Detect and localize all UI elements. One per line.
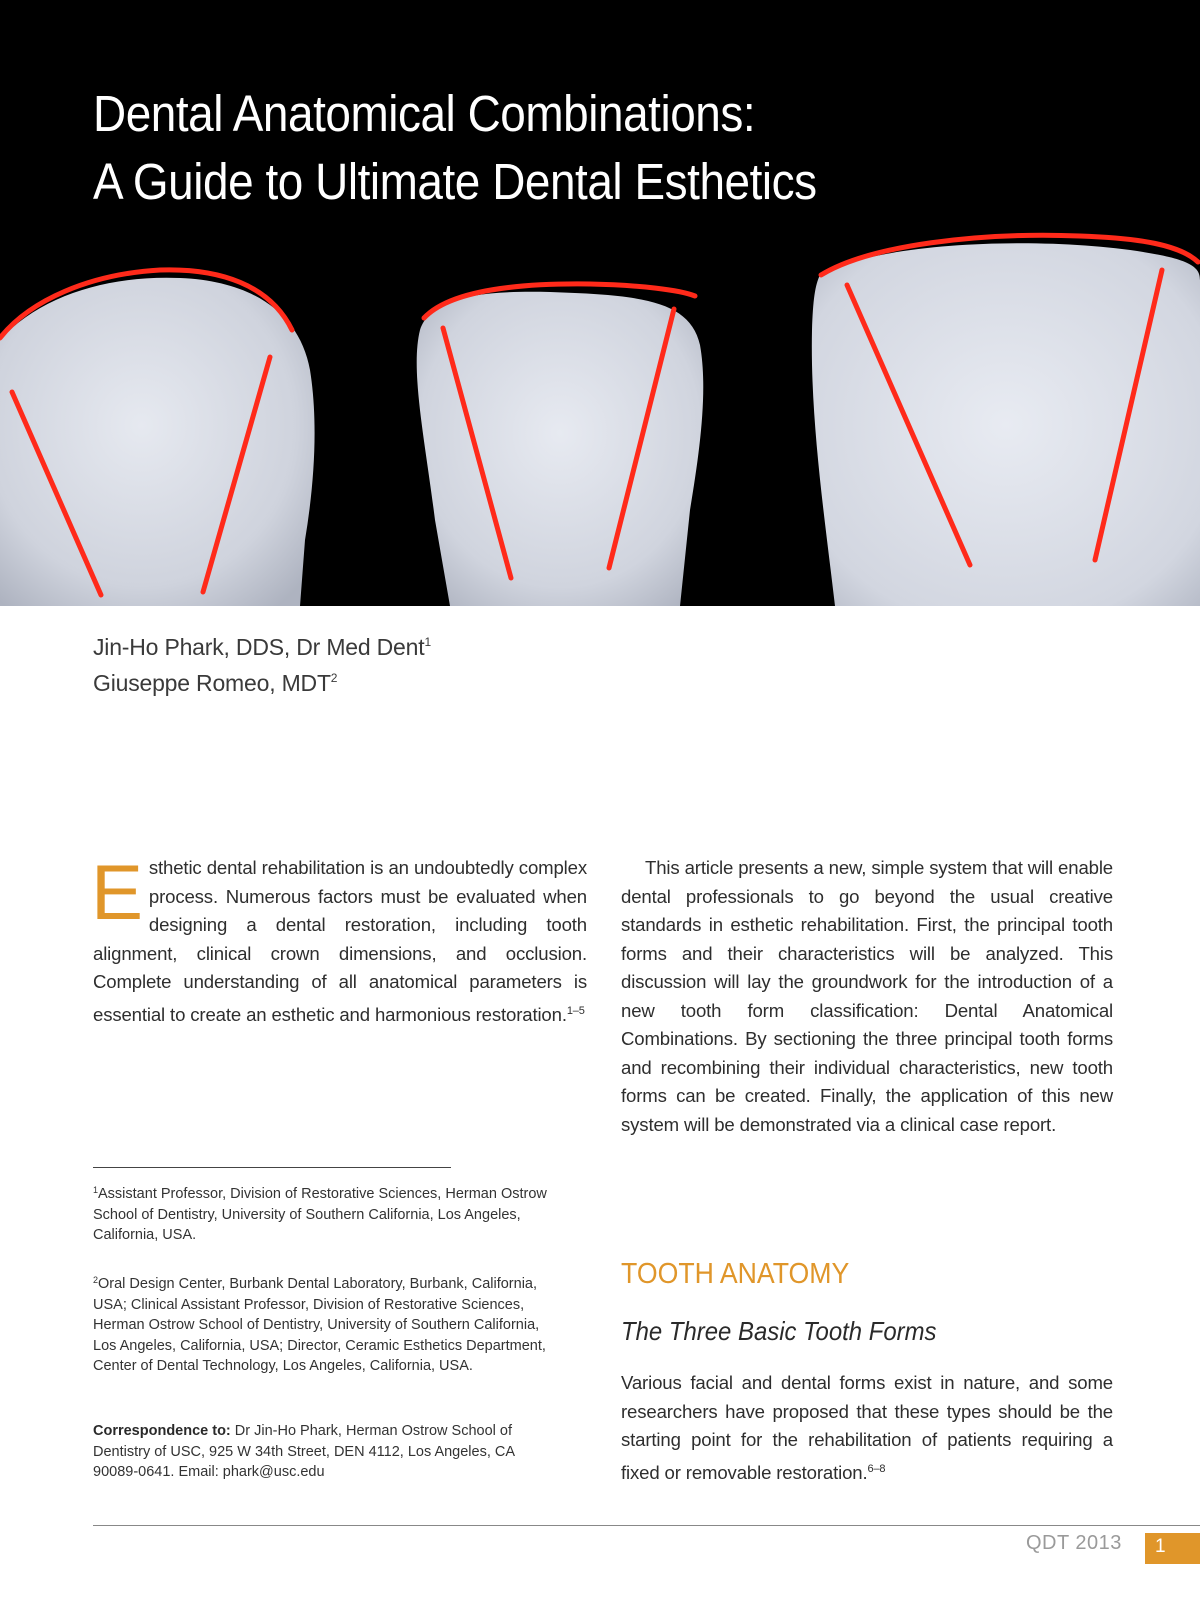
hero-figure: [0, 0, 1200, 606]
footnote-1-mark: 1: [93, 1185, 99, 1195]
section-heading: TOOTH ANATOMY: [621, 1258, 850, 1290]
page-number: 1: [1155, 1536, 1166, 1557]
overview-text: This article presents a new, simple system that will enable dental professionals to go beyond the usual creative standards in esthetic rehabilitation. First, the principal tooth forms and their characteristics will be analyzed. This discussion will lay the groundwork for the introduction of a new tooth form classification: Dental Anatomical Combinations. By sectioning the three principal tooth forms and recombining their individual characteristics, new tooth forms can be created. Finally, the application of this new system will be demonstrated via a clinical case report.: [621, 857, 1113, 1135]
author-2: [93, 670, 337, 697]
author-2-name: Giuseppe Romeo, MDT: [93, 670, 331, 696]
subsection-heading: The Three Basic Tooth Forms: [621, 1316, 937, 1346]
intro-paragraph: [91, 848, 587, 1029]
journal-label: QDT 2013: [1026, 1532, 1122, 1554]
correspondence-label: Correspondence to:: [93, 1423, 231, 1439]
article-title-line-2: A Guide to Ultimate Dental Esthetics: [93, 153, 817, 210]
author-1: [93, 634, 431, 661]
page-number-box: [1145, 1533, 1200, 1564]
footnote-1-text: Assistant Professor, Division of Restorative Sciences, Herman Ostrow School of Dentistry, University of Southern California, Los Angeles, California, USA.: [93, 1186, 547, 1244]
author-1-affiliation-mark: 1: [424, 635, 431, 649]
tooth-tapering: [417, 292, 704, 606]
footnote-divider: [93, 1167, 451, 1168]
footnote-2-mark: 2: [93, 1275, 99, 1285]
article-title-line-1: Dental Anatomical Combinations:: [93, 85, 756, 142]
author-1-name: Jin-Ho Phark, DDS, Dr Med Dent: [93, 634, 425, 660]
correspondence-text: Dr Jin-Ho Phark, Herman Ostrow School of Dentistry of USC, 925 W 34th Street, DEN 4112, Los Angeles, CA 90089-0641. Email: phark@usc.edu: [93, 1423, 515, 1481]
footnote-2-text: Oral Design Center, Burbank Dental Laboratory, Burbank, California, USA; Clinical Assistant Professor, Division of Restorative Sciences, Herman Ostrow School of Dentistry, University of Southern California, Los Angeles, California, USA; Director, Ceramic Esthetics Department, Center of Dental Technology, Los Angeles, California, USA.: [93, 1276, 546, 1375]
forms-paragraph: [621, 1369, 1113, 1487]
intro-text: sthetic dental rehabilitation is an undoubtedly complex process. Numerous factors must be evaluated when designing a dental restoration, including tooth alignment, clinical crown dimensions, and occlusion. Complete understanding of all anatomical parameters is essential to create an esthetic and harmonious restoration.: [93, 857, 587, 1025]
forms-text: Various facial and dental forms exist in nature, and some researchers have proposed that these types should be the starting point for the rehabilitation of patients requiring a fixed or removable restoration.: [621, 1372, 1113, 1483]
forms-reference: 6–8: [867, 1462, 886, 1475]
footnote-affiliation-1: [93, 1180, 563, 1246]
author-2-affiliation-mark: 2: [330, 671, 338, 685]
footnote-correspondence: [93, 1421, 563, 1483]
footnote-affiliation-2: [93, 1270, 563, 1377]
tooth-ovoid: [0, 278, 315, 606]
intro-reference: 1–5: [566, 1004, 585, 1017]
footer-divider: [93, 1525, 1200, 1526]
overview-paragraph: [621, 854, 1113, 1139]
tooth-square: [812, 243, 1200, 606]
drop-cap: E: [91, 848, 143, 936]
